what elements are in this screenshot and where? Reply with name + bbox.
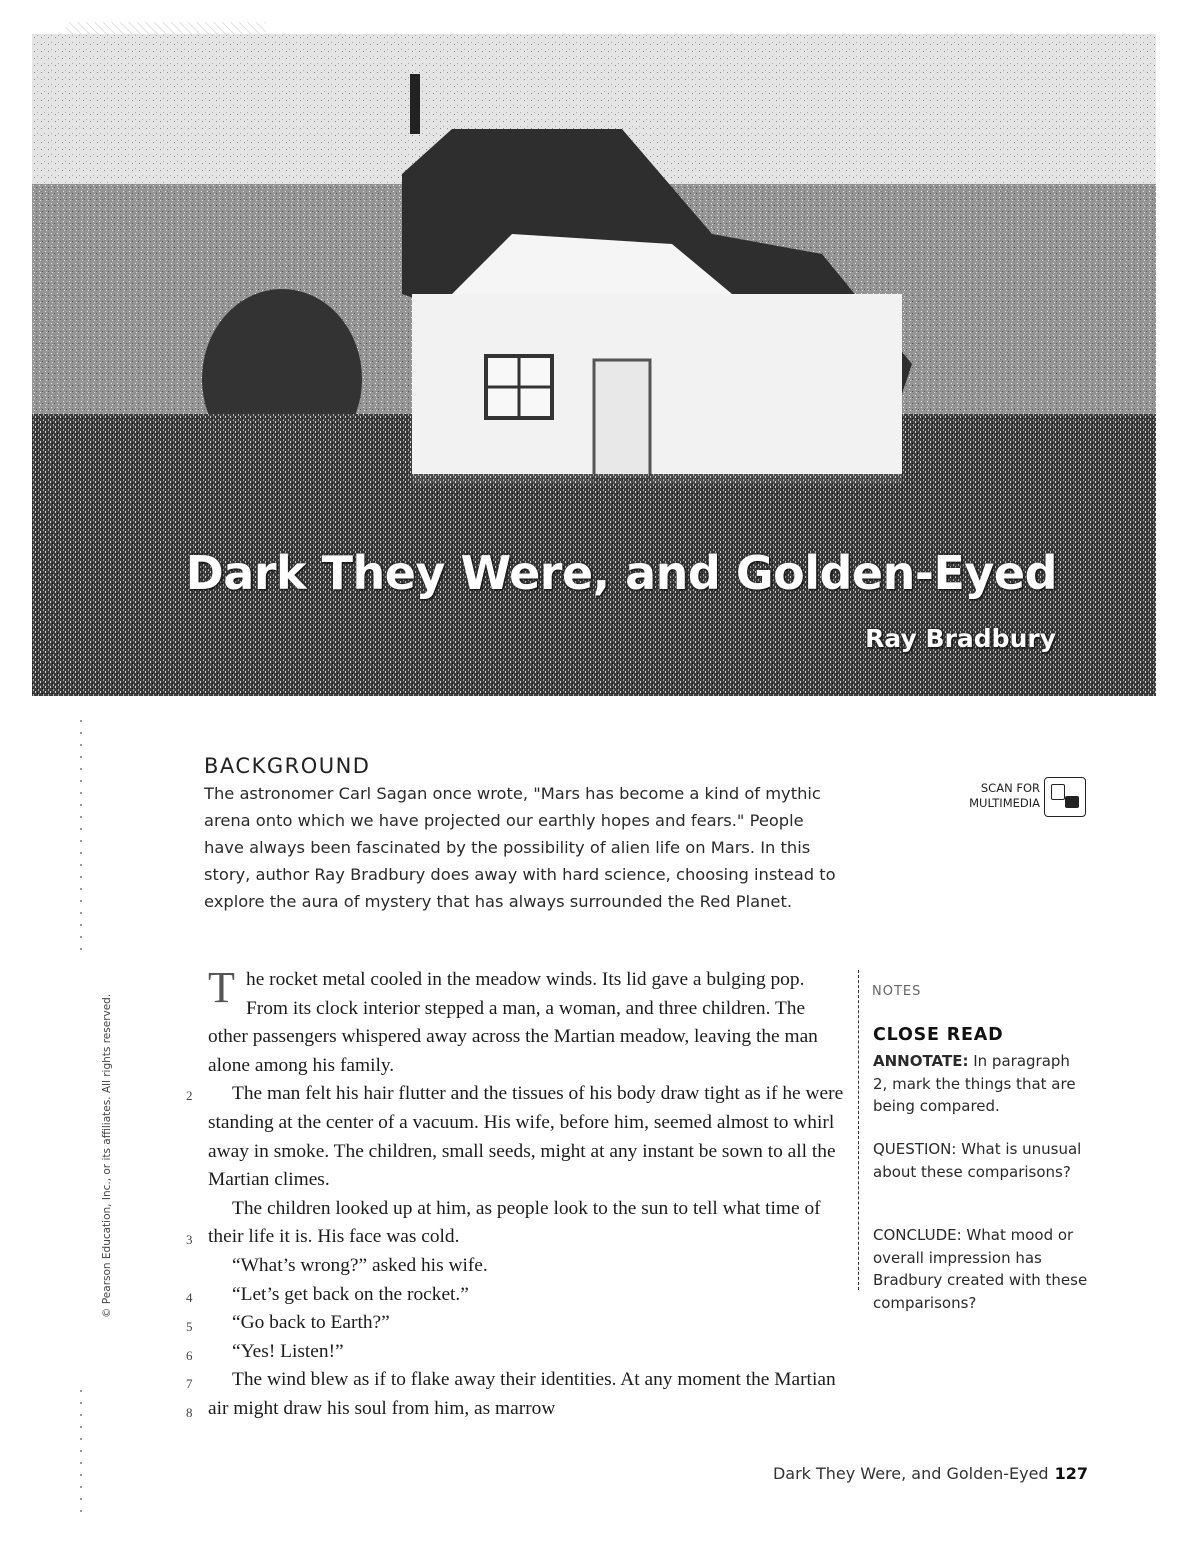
paragraph-2: The man felt his hair flutter and the tissues of his body draw tight as if he were standing at the center of a vacuum. His wife, before him, seemed almost to whirl away in smoke. The children, small seeds, might at any instant be sown to all the Martian climes. — [208, 1083, 844, 1191]
paragraph-5: “Let’s get back on the rocket.” — [232, 1283, 469, 1305]
close-read-heading: CLOSE READ — [873, 1025, 1004, 1045]
page-number: 127 — [1054, 1464, 1088, 1483]
story-title: Dark They Were, and Golden-Eyed — [185, 546, 1057, 600]
story-author: Ray Bradbury — [865, 624, 1056, 653]
paragraph-1 — [208, 963, 848, 1080]
paragraph-number: 2 — [186, 1088, 193, 1103]
story-body — [208, 963, 848, 1424]
conclude-keyword: CONCLUDE: — [873, 1226, 962, 1244]
paragraph-8: The wind blew as if to flake away their identities. At any moment the Martian air might draw his soul from him, as marrow — [208, 1369, 836, 1419]
background-text: The astronomer Carl Sagan once wrote, "Mars has become a kind of mythic arena onto which we have projected our earthly hopes and fears." People have always been fascinated by the possibility of alien life on Mars. In this story, author Ray Bradbury does away with hard science, choosing instead to explore the aura of mystery that has always surrounded the Red Planet. — [204, 784, 836, 911]
paragraph-7: “Yes! Listen!” — [232, 1340, 344, 1362]
drop-cap: T — [208, 963, 235, 1012]
paragraph-4: “What’s wrong?” asked his wife. — [232, 1254, 488, 1276]
paragraph-number: 3 — [186, 1232, 193, 1247]
paragraph-number: 4 — [186, 1290, 193, 1305]
copyright-notice: © Pearson Education, Inc., or its affiliates. All rights reserved. — [101, 993, 113, 1318]
question-text: What is unusual about these comparisons? — [873, 1140, 1082, 1181]
annotate-keyword: ANNOTATE: — [873, 1052, 969, 1070]
paragraph-number: 6 — [186, 1348, 193, 1363]
conclude-prompt — [873, 1224, 1088, 1314]
scan-label — [969, 781, 1040, 811]
phone-icon — [1051, 784, 1065, 800]
paragraph-number: 8 — [186, 1405, 193, 1420]
notes-heading: NOTES — [872, 984, 922, 999]
scan-label-line1: SCAN FOR — [980, 781, 1040, 795]
paragraph-6: “Go back to Earth?” — [232, 1312, 390, 1334]
hero-image — [32, 34, 1156, 696]
camera-icon — [1065, 796, 1079, 808]
question-keyword: QUESTION: — [873, 1140, 957, 1158]
annotate-prompt — [873, 1050, 1088, 1118]
question-prompt — [873, 1138, 1088, 1183]
scan-for-multimedia[interactable] — [940, 777, 1088, 817]
multimedia-icon[interactable] — [1044, 777, 1086, 817]
annotate-text: In paragraph 2, mark the things that are being compared. — [873, 1052, 1076, 1115]
background-heading: BACKGROUND — [204, 754, 371, 778]
paragraph-number: 5 — [186, 1319, 193, 1334]
paragraph-number: 7 — [186, 1376, 193, 1391]
paragraph-1-text: he rocket metal cooled in the meadow winds. Its lid gave a bulging pop. From its clock interior stepped a man, a woman, and three children. The other passengers whispered away across the Martian meadow, leaving the man alone among his family. — [208, 969, 818, 1076]
page-footer — [773, 1464, 1088, 1483]
paragraph-3: The children looked up at him, as people look to the sun to tell what time of their life it is. His face was cold. — [208, 1197, 821, 1248]
footer-title: Dark They Were, and Golden-Eyed — [772, 1464, 1049, 1483]
margin-marks — [80, 720, 82, 960]
margin-marks — [80, 1390, 82, 1520]
conclude-text: What mood or overall impression has Bradbury created with these comparisons? — [873, 1226, 1088, 1312]
scan-label-line2: MULTIMEDIA — [969, 796, 1040, 810]
notes-divider — [858, 970, 859, 1290]
